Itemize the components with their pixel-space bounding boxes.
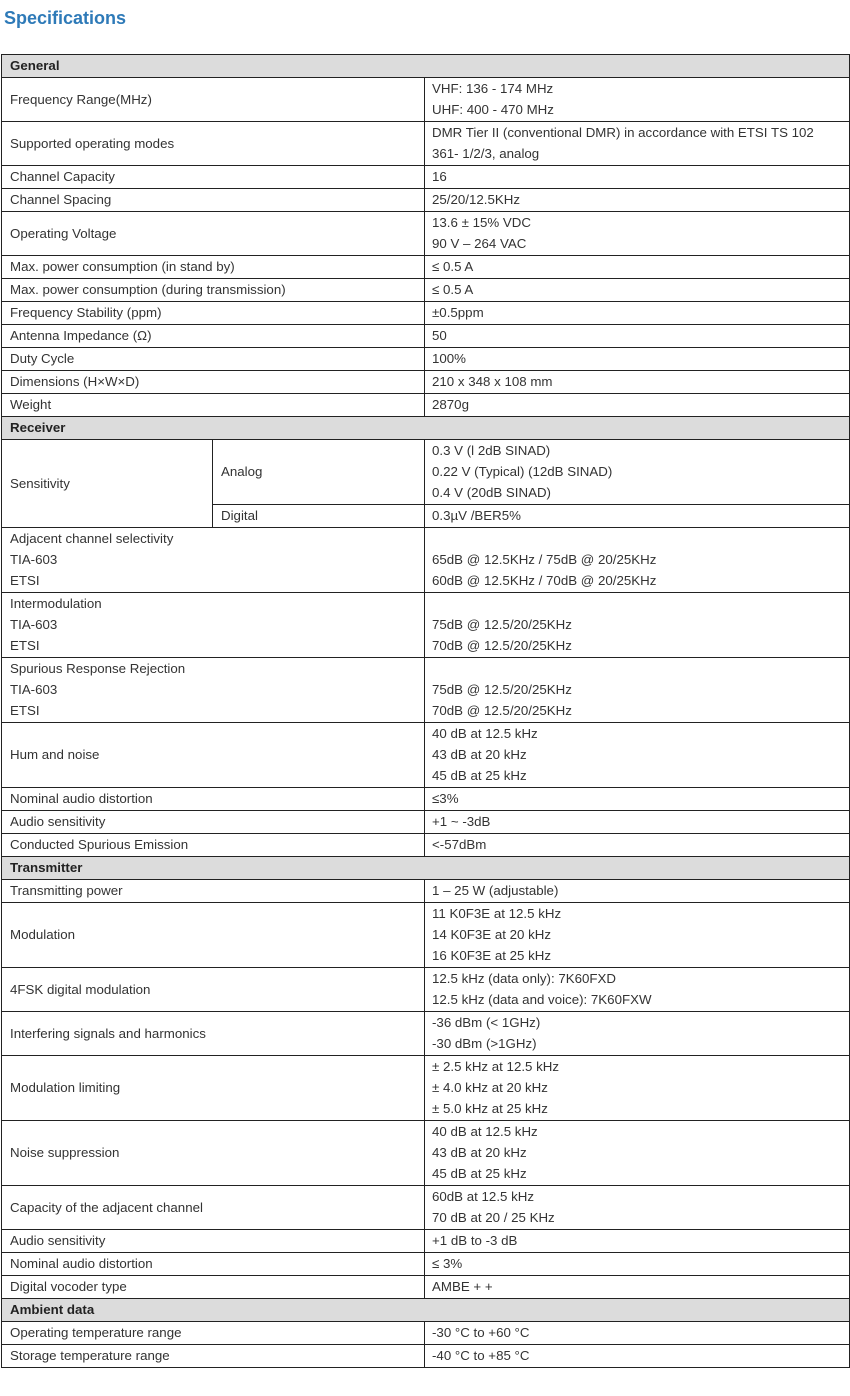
spec-value-line: 40 dB at 12.5 kHz (432, 726, 538, 741)
spec-label: 4FSK digital modulation (2, 968, 425, 1012)
section-header-row (2, 1299, 850, 1322)
table-row (2, 440, 850, 505)
section-heading: General (2, 55, 850, 78)
spec-label (2, 593, 425, 658)
spec-value-line: 0.4 V (20dB SINAD) (432, 485, 551, 500)
spec-label: Frequency Range(MHz) (2, 78, 425, 122)
spec-value (425, 1253, 850, 1276)
spec-label: Audio sensitivity (2, 811, 425, 834)
table-row (2, 1186, 850, 1230)
spec-label-line: ETSI (10, 573, 40, 588)
spec-value-line: 12.5 kHz (data only): 7K60FXD (432, 971, 617, 986)
spec-value-line: UHF: 400 - 470 MHz (432, 102, 554, 117)
spec-value (425, 1056, 850, 1121)
spec-label: Supported operating modes (2, 122, 425, 166)
spec-value-line: 0.3 V (l 2dB SINAD) (432, 443, 551, 458)
spec-value (425, 371, 850, 394)
spec-value-line (432, 658, 849, 679)
spec-value (425, 723, 850, 788)
spec-value-line: 90 V – 264 VAC (432, 236, 527, 251)
spec-sublabel: Analog (213, 440, 425, 505)
spec-value (425, 593, 850, 658)
spec-value (425, 440, 850, 505)
spec-value-line: 2870g (432, 397, 469, 412)
table-row (2, 1056, 850, 1121)
spec-label: Nominal audio distortion (2, 1253, 425, 1276)
spec-label: Operating Voltage (2, 212, 425, 256)
spec-value-line: 75dB @ 12.5/20/25KHz (432, 682, 572, 697)
table-row (2, 834, 850, 857)
spec-label: Channel Spacing (2, 189, 425, 212)
spec-label-line: Adjacent channel selectivity (10, 531, 174, 546)
spec-value-line: 43 dB at 20 kHz (432, 1145, 527, 1160)
spec-value (425, 394, 850, 417)
spec-value-line: AMBE + + (432, 1279, 493, 1294)
table-row (2, 1345, 850, 1368)
spec-label-line: TIA-603 (10, 617, 58, 632)
spec-value-line: 45 dB at 25 kHz (432, 768, 527, 783)
table-row (2, 811, 850, 834)
spec-value-line: 16 (432, 169, 447, 184)
table-row (2, 788, 850, 811)
table-row (2, 189, 850, 212)
spec-value-line: 70dB @ 12.5/20/25KHz (432, 638, 572, 653)
section-heading: Transmitter (2, 857, 850, 880)
spec-value-line: 16 K0F3E at 25 kHz (432, 948, 551, 963)
spec-label: Modulation limiting (2, 1056, 425, 1121)
table-row (2, 1253, 850, 1276)
spec-label: Noise suppression (2, 1121, 425, 1186)
table-row (2, 166, 850, 189)
spec-value-line: 11 K0F3E at 12.5 kHz (432, 906, 562, 921)
spec-value (425, 528, 850, 593)
spec-value-line: -30 dBm (>1GHz) (432, 1036, 537, 1051)
spec-value (425, 1012, 850, 1056)
table-row (2, 348, 850, 371)
page-title: Specifications (4, 8, 127, 28)
table-row (2, 1276, 850, 1299)
spec-label: Weight (2, 394, 425, 417)
spec-value-line: 65dB @ 12.5KHz / 75dB @ 20/25KHz (432, 552, 657, 567)
spec-value (425, 658, 850, 723)
spec-value-line: 0.3µV /BER5% (432, 508, 521, 523)
spec-value (425, 1322, 850, 1345)
spec-value (425, 279, 850, 302)
table-row (2, 1230, 850, 1253)
spec-label: Hum and noise (2, 723, 425, 788)
spec-value (425, 348, 850, 371)
table-row (2, 394, 850, 417)
table-row (2, 256, 850, 279)
spec-label: Digital vocoder type (2, 1276, 425, 1299)
spec-value-line: ± 4.0 kHz at 20 kHz (432, 1080, 548, 1095)
spec-value-line: 361- 1/2/3, analog (432, 146, 540, 161)
spec-value (425, 968, 850, 1012)
table-row (2, 279, 850, 302)
table-row (2, 302, 850, 325)
spec-value (425, 1276, 850, 1299)
spec-label: Storage temperature range (2, 1345, 425, 1368)
spec-value-line: 40 dB at 12.5 kHz (432, 1124, 538, 1139)
table-row (2, 593, 850, 658)
spec-value (425, 1230, 850, 1253)
spec-label (2, 658, 425, 723)
spec-value-line: DMR Tier II (conventional DMR) in accordance with ETSI TS 102 (432, 125, 814, 140)
section-header-row (2, 417, 850, 440)
spec-label: Transmitting power (2, 880, 425, 903)
spec-value-line: 75dB @ 12.5/20/25KHz (432, 617, 572, 632)
spec-value (425, 78, 850, 122)
spec-value-line: 0.22 V (Typical) (12dB SINAD) (432, 464, 613, 479)
table-row (2, 212, 850, 256)
table-row (2, 880, 850, 903)
spec-label: Operating temperature range (2, 1322, 425, 1345)
spec-value-line: 13.6 ± 15% VDC (432, 215, 531, 230)
section-heading: Ambient data (2, 1299, 850, 1322)
spec-value-line: ≤ 0.5 A (432, 282, 474, 297)
spec-label: Interfering signals and harmonics (2, 1012, 425, 1056)
spec-value (425, 256, 850, 279)
spec-label: Dimensions (H×W×D) (2, 371, 425, 394)
spec-value-line: 60dB at 12.5 kHz (432, 1189, 535, 1204)
spec-value-line: 45 dB at 25 kHz (432, 1166, 527, 1181)
spec-label-line: Intermodulation (10, 596, 102, 611)
spec-value-line: 100% (432, 351, 467, 366)
spec-value (425, 1345, 850, 1368)
spec-label: Modulation (2, 903, 425, 968)
table-row (2, 1322, 850, 1345)
spec-value-line: +1 ~ -3dB (432, 814, 491, 829)
spec-value (425, 505, 850, 528)
table-row (2, 122, 850, 166)
spec-label: Max. power consumption (in stand by) (2, 256, 425, 279)
spec-value (425, 325, 850, 348)
table-row (2, 903, 850, 968)
spec-value-line: ± 5.0 kHz at 25 kHz (432, 1101, 548, 1116)
table-row (2, 723, 850, 788)
spec-value-line: ±0.5ppm (432, 305, 484, 320)
spec-label: Sensitivity (2, 440, 213, 528)
spec-value-line: ≤3% (432, 791, 459, 806)
spec-value-line: +1 dB to -3 dB (432, 1233, 518, 1248)
section-header-row (2, 857, 850, 880)
spec-value-line: -36 dBm (< 1GHz) (432, 1015, 541, 1030)
spec-sublabel: Digital (213, 505, 425, 528)
table-row (2, 325, 850, 348)
spec-value-line: ≤ 0.5 A (432, 259, 474, 274)
spec-value (425, 1121, 850, 1186)
spec-value-line (432, 528, 849, 549)
spec-value-line: 43 dB at 20 kHz (432, 747, 527, 762)
section-header-row (2, 55, 850, 78)
spec-label: Max. power consumption (during transmission) (2, 279, 425, 302)
spec-value-line: -40 °C to +85 °C (432, 1348, 530, 1363)
spec-value (425, 903, 850, 968)
spec-value (425, 166, 850, 189)
spec-value-line: VHF: 136 - 174 MHz (432, 81, 554, 96)
spec-label-line: TIA-603 (10, 682, 58, 697)
spec-label: Duty Cycle (2, 348, 425, 371)
spec-value-line: 210 x 348 x 108 mm (432, 374, 553, 389)
spec-value (425, 1186, 850, 1230)
spec-label: Audio sensitivity (2, 1230, 425, 1253)
spec-value (425, 788, 850, 811)
spec-label: Capacity of the adjacent channel (2, 1186, 425, 1230)
spec-value-line: <-57dBm (432, 837, 487, 852)
spec-value-line: ± 2.5 kHz at 12.5 kHz (432, 1059, 560, 1074)
spec-value-line: 50 (432, 328, 447, 343)
spec-value-line: 25/20/12.5KHz (432, 192, 520, 207)
spec-value (425, 811, 850, 834)
spec-value-line: 70 dB at 20 / 25 KHz (432, 1210, 555, 1225)
spec-value-line: 12.5 kHz (data and voice): 7K60FXW (432, 992, 652, 1007)
spec-label: Conducted Spurious Emission (2, 834, 425, 857)
spec-label: Channel Capacity (2, 166, 425, 189)
spec-value-line: 60dB @ 12.5KHz / 70dB @ 20/25KHz (432, 573, 657, 588)
spec-value (425, 189, 850, 212)
table-row (2, 371, 850, 394)
section-heading: Receiver (2, 417, 850, 440)
spec-label-line: ETSI (10, 703, 40, 718)
spec-value-line: 1 – 25 W (adjustable) (432, 883, 559, 898)
spec-value (425, 212, 850, 256)
table-row (2, 658, 850, 723)
spec-label: Nominal audio distortion (2, 788, 425, 811)
table-row (2, 1121, 850, 1186)
spec-label: Antenna Impedance (Ω) (2, 325, 425, 348)
spec-value (425, 122, 850, 166)
spec-value (425, 834, 850, 857)
table-row (2, 968, 850, 1012)
spec-value-line: 14 K0F3E at 20 kHz (432, 927, 551, 942)
table-row (2, 1012, 850, 1056)
spec-label-line: TIA-603 (10, 552, 58, 567)
specifications-table (1, 54, 850, 1368)
table-row (2, 528, 850, 593)
spec-value-line (432, 593, 849, 614)
spec-label-line: ETSI (10, 638, 40, 653)
spec-value-line: -30 °C to +60 °C (432, 1325, 530, 1340)
spec-label: Frequency Stability (ppm) (2, 302, 425, 325)
table-row (2, 78, 850, 122)
spec-value (425, 880, 850, 903)
spec-value-line: ≤ 3% (432, 1256, 463, 1271)
spec-value-line: 70dB @ 12.5/20/25KHz (432, 703, 572, 718)
spec-label-line: Spurious Response Rejection (10, 661, 186, 676)
spec-value (425, 302, 850, 325)
spec-label (2, 528, 425, 593)
